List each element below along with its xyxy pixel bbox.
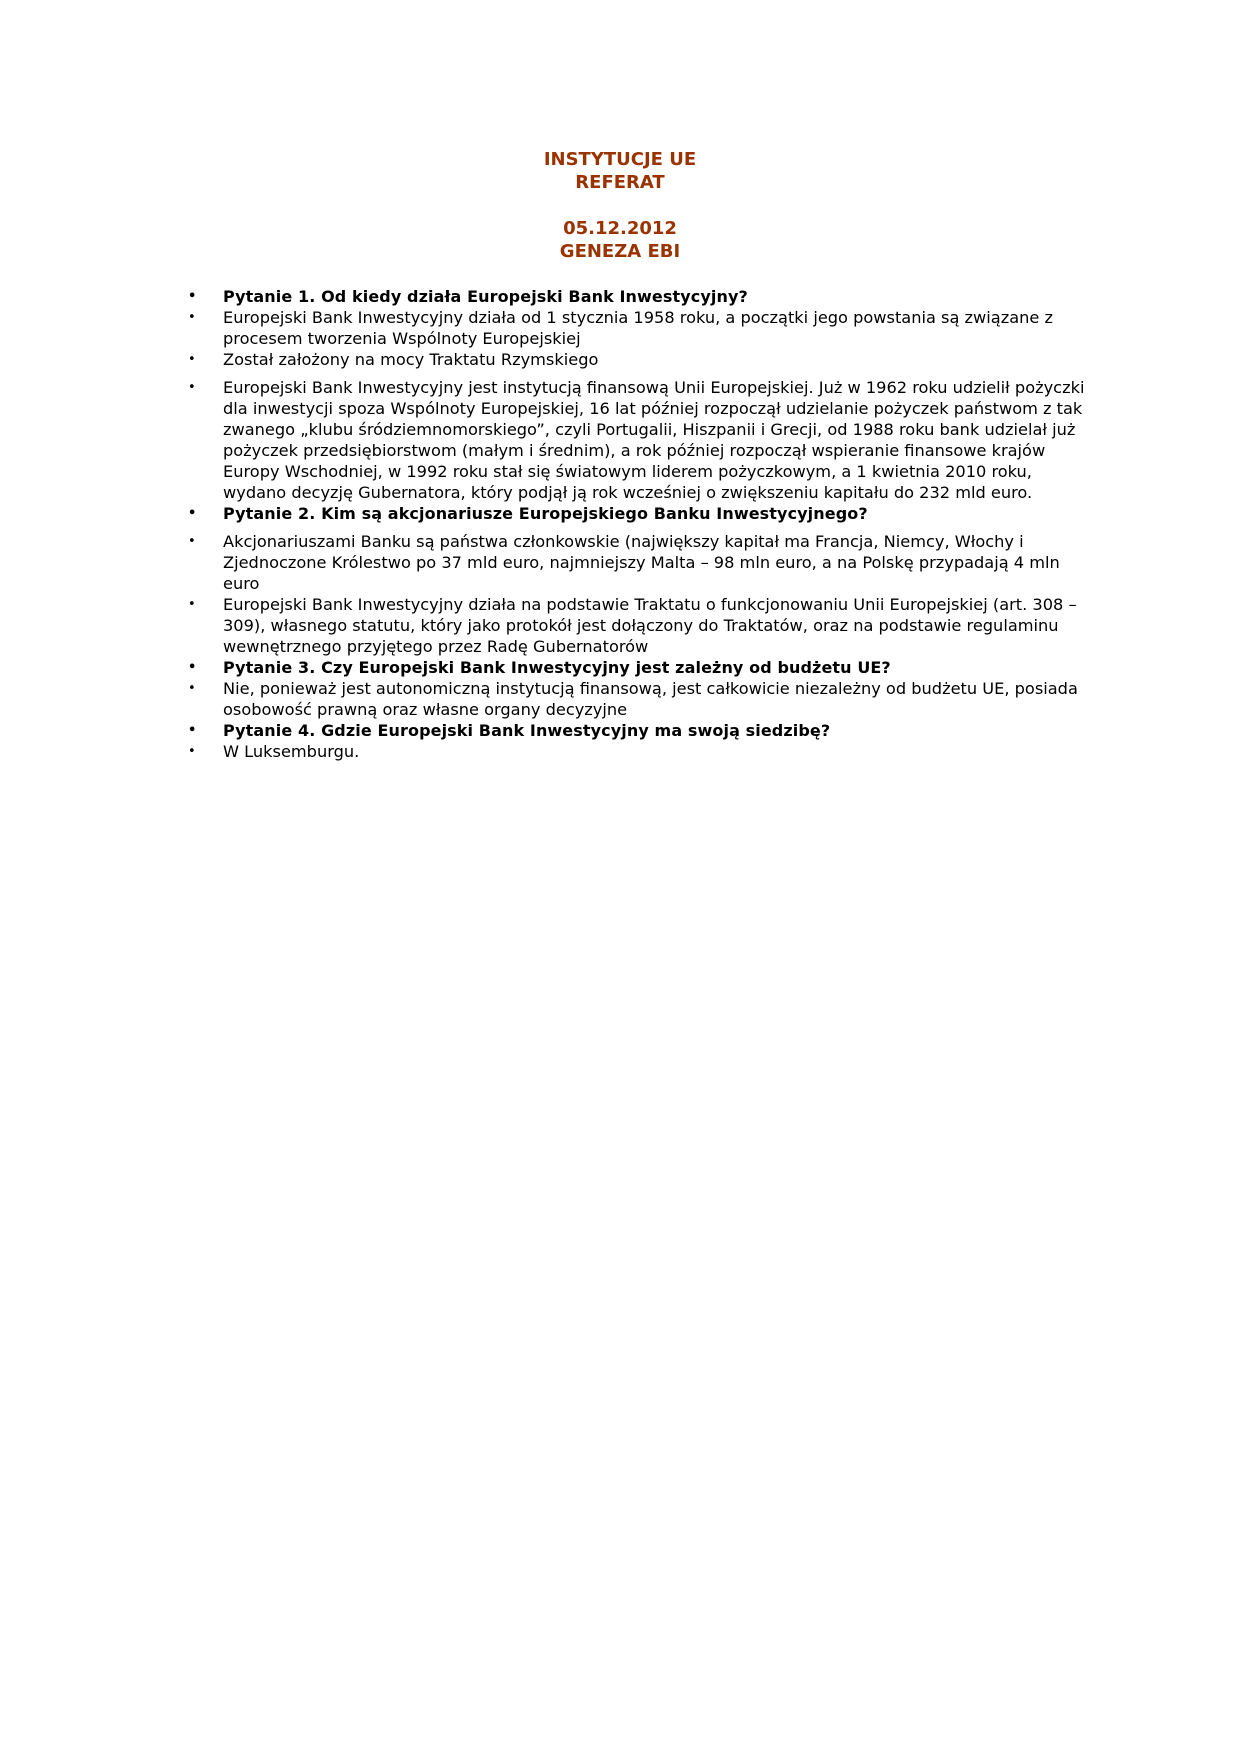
answer-text: Został założony na mocy Traktatu Rzymskiego xyxy=(223,350,599,369)
bullet-icon: • xyxy=(188,660,197,675)
answer-text: W Luksemburgu. xyxy=(223,742,360,761)
question-text: Pytanie 4. Gdzie Europejski Bank Inwestycyjny ma swoją siedzibę? xyxy=(223,721,831,740)
question-1 xyxy=(180,286,1100,307)
answer-item xyxy=(180,377,1100,503)
document-subtitle: GENEZA EBI xyxy=(559,241,681,262)
answer-text: Akcjonariuszami Banku są państwa członkowskie (największy kapitał ma Francja, Niemcy, Włochy i Zjednoczone Królestwo po 37 mld euro, najmniejszy Malta – 98 mln euro, a na Polskę przypadają 4 mln euro xyxy=(223,532,1060,593)
bullet-icon: • xyxy=(188,723,197,738)
title-line-2: REFERAT xyxy=(575,172,665,193)
answer-item xyxy=(180,594,1100,657)
bullet-icon: • xyxy=(188,506,197,521)
bullet-icon: • xyxy=(188,380,196,395)
bullet-icon: • xyxy=(188,534,196,549)
title-line-1: INSTYTUCJE UE xyxy=(543,149,697,170)
content-list xyxy=(180,286,1100,762)
answer-text: Europejski Bank Inwestycyjny działa od 1 stycznia 1958 roku, a początki jego powstania są związane z procesem tworzenia Wspólnoty Europejskiej xyxy=(223,308,1053,348)
bullet-icon: • xyxy=(188,289,197,304)
answer-item xyxy=(180,678,1100,720)
question-text: Pytanie 2. Kim są akcjonariusze Europejskiego Banku Inwestycyjnego? xyxy=(223,504,868,523)
answer-item xyxy=(180,349,1100,370)
answer-text: Nie, ponieważ jest autonomiczną instytucją finansową, jest całkowicie niezależny od budżetu UE, posiada osobowość prawną oraz własne organy decyzyjne xyxy=(223,679,1078,719)
answer-item xyxy=(180,741,1100,762)
answer-text: Europejski Bank Inwestycyjny jest instytucją finansową Unii Europejskiej. Już w 1962 roku udzielił pożyczki dla inwestycji spoza Wspólnoty Europejskiej, 16 lat później rozpoczął udzielanie pożyczek państwom z tak zwanego „klubu śródziemnomorskiego”, czyli Portugalii, Hiszpanii i Grecji, od 1988 roku bank udzielał już pożyczek przedsiębiorstwom (małym i średnim), a rok później rozpoczął wspieranie finansowe krajów Europy Wschodniej, w 1992 roku stał się światowym liderem pożyczkowym, a 1 kwietnia 2010 roku, wydano decyzję Gubernatora, który podjął ją rok wcześniej o zwiększeniu kapitału do 232 mld euro. xyxy=(223,378,1085,502)
bullet-icon: • xyxy=(188,352,196,367)
question-text: Pytanie 1. Od kiedy działa Europejski Bank Inwestycyjny? xyxy=(223,287,748,306)
title-block xyxy=(0,148,1240,263)
title-spacer xyxy=(0,194,1240,217)
bullet-icon: • xyxy=(188,310,196,325)
answer-item xyxy=(180,307,1100,349)
document-date: 05.12.2012 xyxy=(563,218,677,239)
question-2 xyxy=(180,503,1100,524)
answer-text: Europejski Bank Inwestycyjny działa na podstawie Traktatu o funkcjonowaniu Unii Europejskiej (art. 308 – 309), własnego statutu, który jako protokół jest dołączony do Traktatów, oraz na podstawie regulaminu wewnętrznego przyjętego przez Radę Gubernatorów xyxy=(223,595,1077,656)
question-3 xyxy=(180,657,1100,678)
question-4 xyxy=(180,720,1100,741)
question-text: Pytanie 3. Czy Europejski Bank Inwestycyjny jest zależny od budżetu UE? xyxy=(223,658,891,677)
answer-item xyxy=(180,531,1100,594)
bullet-icon: • xyxy=(188,597,196,612)
bullet-icon: • xyxy=(188,744,196,759)
bullet-icon: • xyxy=(188,681,196,696)
